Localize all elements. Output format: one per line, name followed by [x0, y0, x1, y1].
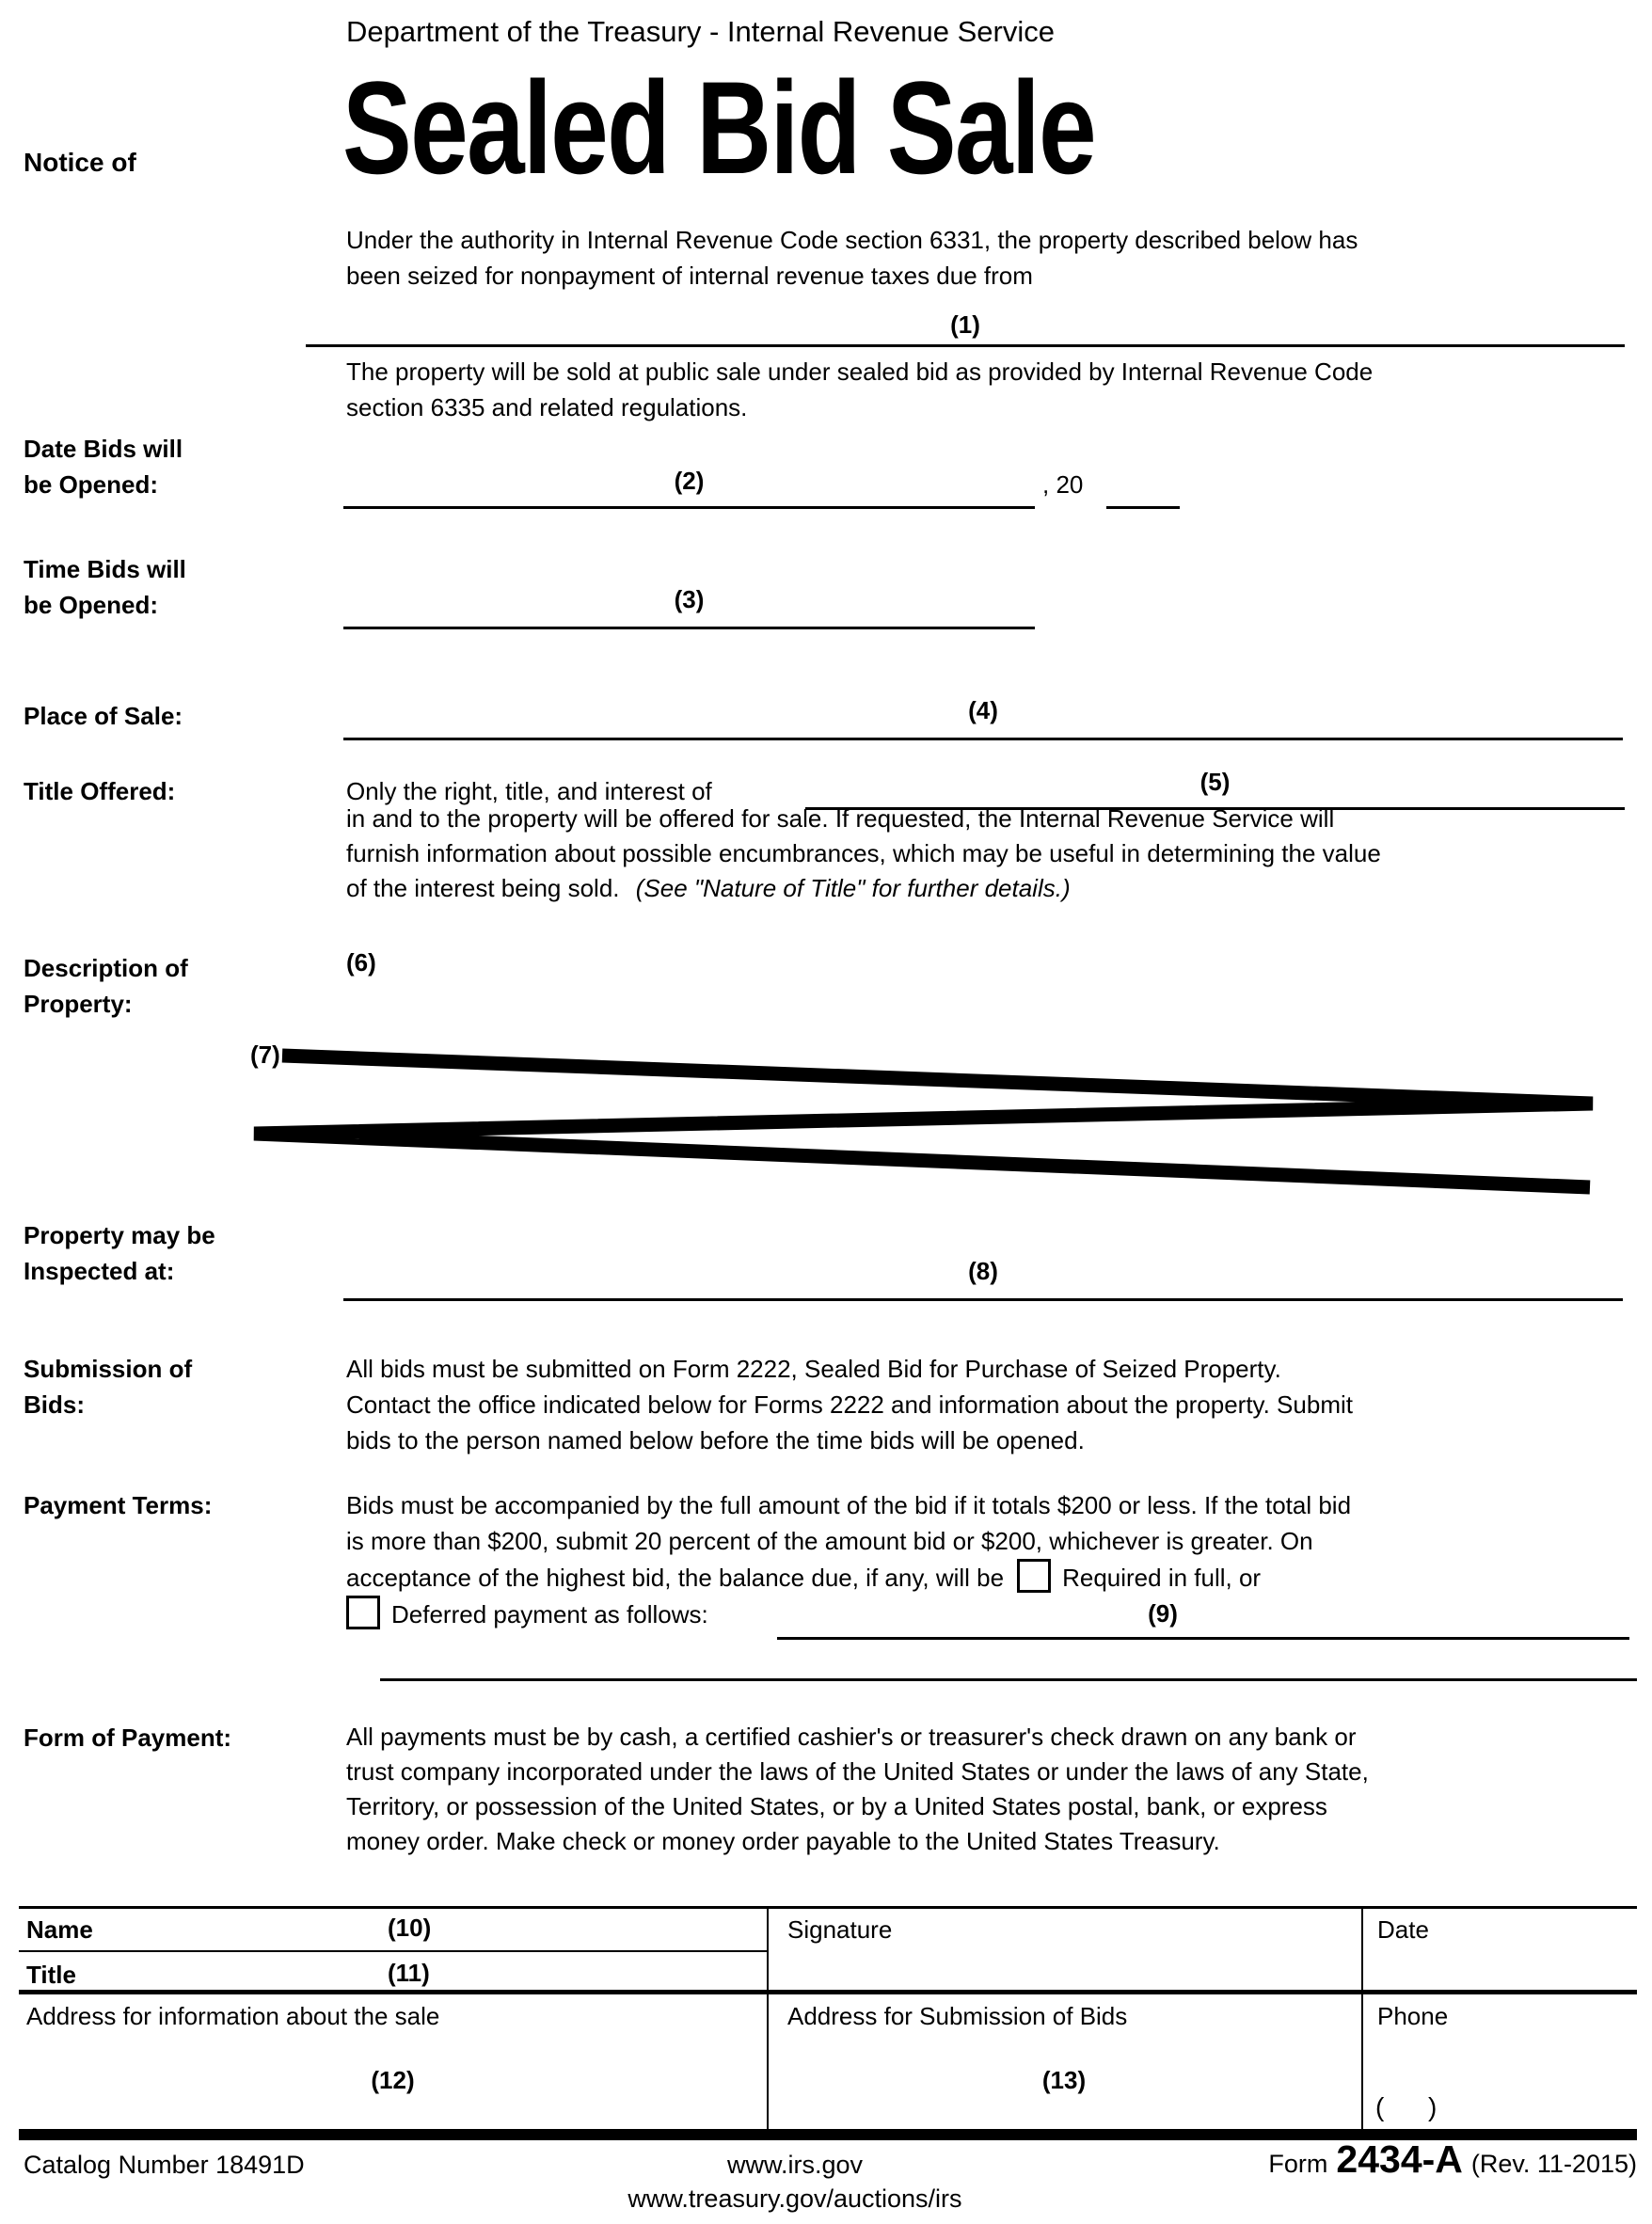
payment-terms-line-2: is more than $200, submit 20 percent of the amount bid or $200, whichever is greater. On	[346, 1527, 1313, 1555]
inspection-label	[24, 1217, 215, 1289]
sale-method-paragraph	[346, 354, 1373, 425]
submission-line-1: All bids must be submitted on Form 2222, Sealed Bid for Purchase of Seized Property.	[346, 1355, 1281, 1383]
form-of-payment-line-3: Territory, or possession of the United States, or by a United States postal, bank, or express	[346, 1792, 1327, 1820]
date-bids-label-line-2: be Opened:	[24, 470, 159, 499]
phone-label: Phone	[1377, 2002, 1449, 2030]
title-offered-paragraph	[346, 802, 1381, 906]
place-of-sale-marker: (4)	[968, 696, 998, 724]
payment-terms-line-3	[346, 1559, 1351, 1596]
form-of-payment-paragraph	[346, 1720, 1369, 1859]
time-bids-label	[24, 551, 186, 623]
catalog-number: Catalog Number 18491D	[24, 2151, 305, 2179]
irs-url: www.irs.gov	[726, 2151, 864, 2179]
form-number-line	[1268, 2137, 1637, 2182]
table-divider-middle	[19, 1990, 1637, 1994]
z-strikeout-lines	[0, 1025, 1652, 1232]
address-info-marker: (12)	[371, 2066, 415, 2094]
year-line[interactable]	[1106, 506, 1180, 509]
submission-label-line-1: Submission of	[24, 1355, 193, 1383]
place-of-sale-label: Place of Sale:	[24, 702, 183, 730]
form-word: Form	[1268, 2150, 1328, 2178]
submission-label	[24, 1351, 192, 1422]
date-bids-label	[24, 431, 183, 502]
form-of-payment-line-1: All payments must be by cash, a certified cashier's or treasurer's check drawn on any bank or	[346, 1723, 1357, 1751]
date-label: Date	[1377, 1915, 1429, 1944]
table-divider-name-title	[19, 1950, 767, 1952]
date-bids-line[interactable]	[343, 506, 1035, 509]
deferred-payment-label: Deferred payment as follows:	[391, 1600, 708, 1628]
required-in-full-label: Required in full, or	[1062, 1564, 1262, 1592]
description-label	[24, 950, 188, 1022]
inspection-line[interactable]	[343, 1298, 1623, 1301]
time-bids-label-line-1: Time Bids will	[24, 555, 186, 583]
title-offered-intro: Only the right, title, and interest of	[346, 777, 712, 805]
sale-method-line-1: The property will be sold at public sale under sealed bid as provided by Internal Revenue Code	[346, 357, 1374, 386]
name-marker: (10)	[388, 1914, 432, 1942]
intro-line-2: been seized for nonpayment of internal revenue taxes due from	[346, 262, 1033, 290]
deferred-payment-line-1[interactable]	[777, 1637, 1629, 1640]
header-agency-line: Department of the Treasury - Internal Revenue Service	[346, 15, 1055, 48]
table-divider-vertical-2	[1361, 1906, 1363, 2134]
time-bids-label-line-2: be Opened:	[24, 591, 159, 619]
description-label-line-1: Description of	[24, 954, 188, 982]
deferred-payment-checkbox[interactable]	[346, 1596, 380, 1629]
description-label-line-2: Property:	[24, 990, 133, 1018]
title-offered-line-3: furnish information about possible encumbrances, which may be useful in determining the value	[346, 839, 1381, 867]
nature-of-title-note: (See "Nature of Title" for further details.)	[635, 874, 1071, 902]
intro-paragraph	[346, 222, 1358, 294]
date-bids-label-line-1: Date Bids will	[24, 435, 183, 463]
submission-label-line-2: Bids:	[24, 1390, 85, 1419]
date-bids-marker: (2)	[674, 467, 705, 495]
deferred-marker: (9)	[1148, 1599, 1178, 1628]
form-of-payment-line-2: trust company incorporated under the laws of the United States or under the laws of any State,	[346, 1757, 1369, 1786]
intro-line-1: Under the authority in Internal Revenue Code section 6331, the property described below has	[346, 226, 1358, 254]
place-of-sale-line[interactable]	[343, 738, 1623, 740]
title-offered-line-4	[346, 871, 1381, 906]
title-marker: (11)	[388, 1959, 430, 1987]
address-bids-label: Address for Submission of Bids	[787, 2002, 1128, 2030]
phone-area-code-field[interactable]: ( )	[1375, 2092, 1438, 2121]
description-marker: (6)	[346, 948, 376, 977]
payment-terms-line-3-text: acceptance of the highest bid, the balance due, if any, will be	[346, 1564, 1005, 1592]
title-owner-marker: (5)	[1199, 768, 1231, 796]
name-label: Name	[26, 1915, 93, 1944]
table-divider-vertical-1	[767, 1906, 769, 2134]
taxpayer-name-marker: (1)	[950, 310, 980, 339]
strikeout-marker: (7)	[250, 1041, 280, 1069]
form-of-payment-label: Form of Payment:	[24, 1724, 232, 1752]
taxpayer-name-line[interactable]	[306, 344, 1625, 347]
page-title: Sealed Bid Sale	[342, 54, 1096, 201]
notice-of-label: Notice of	[24, 148, 136, 177]
form-revision: (Rev. 11-2015)	[1470, 2150, 1637, 2178]
title-offered-line-2: in and to the property will be offered for sale. If requested, the Internal Revenue Service will	[346, 804, 1335, 833]
form-of-payment-line-4: money order. Make check or money order payable to the United States Treasury.	[346, 1827, 1220, 1855]
year-prefix: , 20	[1042, 470, 1084, 499]
submission-paragraph	[346, 1351, 1353, 1458]
address-info-label: Address for information about the sale	[26, 2002, 440, 2030]
required-in-full-checkbox[interactable]	[1017, 1559, 1051, 1593]
inspection-label-line-1: Property may be	[24, 1221, 215, 1249]
signature-label: Signature	[787, 1915, 893, 1944]
payment-terms-line-1: Bids must be accompanied by the full amount of the bid if it totals $200 or less. If the total bid	[346, 1491, 1352, 1519]
title-offered-line-4-text: of the interest being sold.	[346, 874, 620, 902]
treasury-url: www.treasury.gov/auctions/irs	[627, 2184, 962, 2213]
inspection-label-line-2: Inspected at:	[24, 1257, 175, 1285]
title-label: Title	[26, 1961, 76, 1989]
table-border-top	[19, 1906, 1637, 1909]
sale-method-line-2: section 6335 and related regulations.	[346, 393, 748, 421]
time-bids-line[interactable]	[343, 627, 1035, 629]
deferred-payment-line-2[interactable]	[380, 1678, 1637, 1681]
form-number: 2434-A	[1336, 2137, 1463, 2181]
address-bids-marker: (13)	[1041, 2066, 1087, 2094]
submission-line-2: Contact the office indicated below for Forms 2222 and information about the property. Submit	[346, 1390, 1353, 1419]
submission-line-3: bids to the person named below before the time bids will be opened.	[346, 1426, 1085, 1454]
title-offered-label: Title Offered:	[24, 777, 176, 805]
time-bids-marker: (3)	[674, 585, 705, 613]
payment-terms-label: Payment Terms:	[24, 1491, 213, 1519]
inspection-marker: (8)	[968, 1257, 998, 1285]
